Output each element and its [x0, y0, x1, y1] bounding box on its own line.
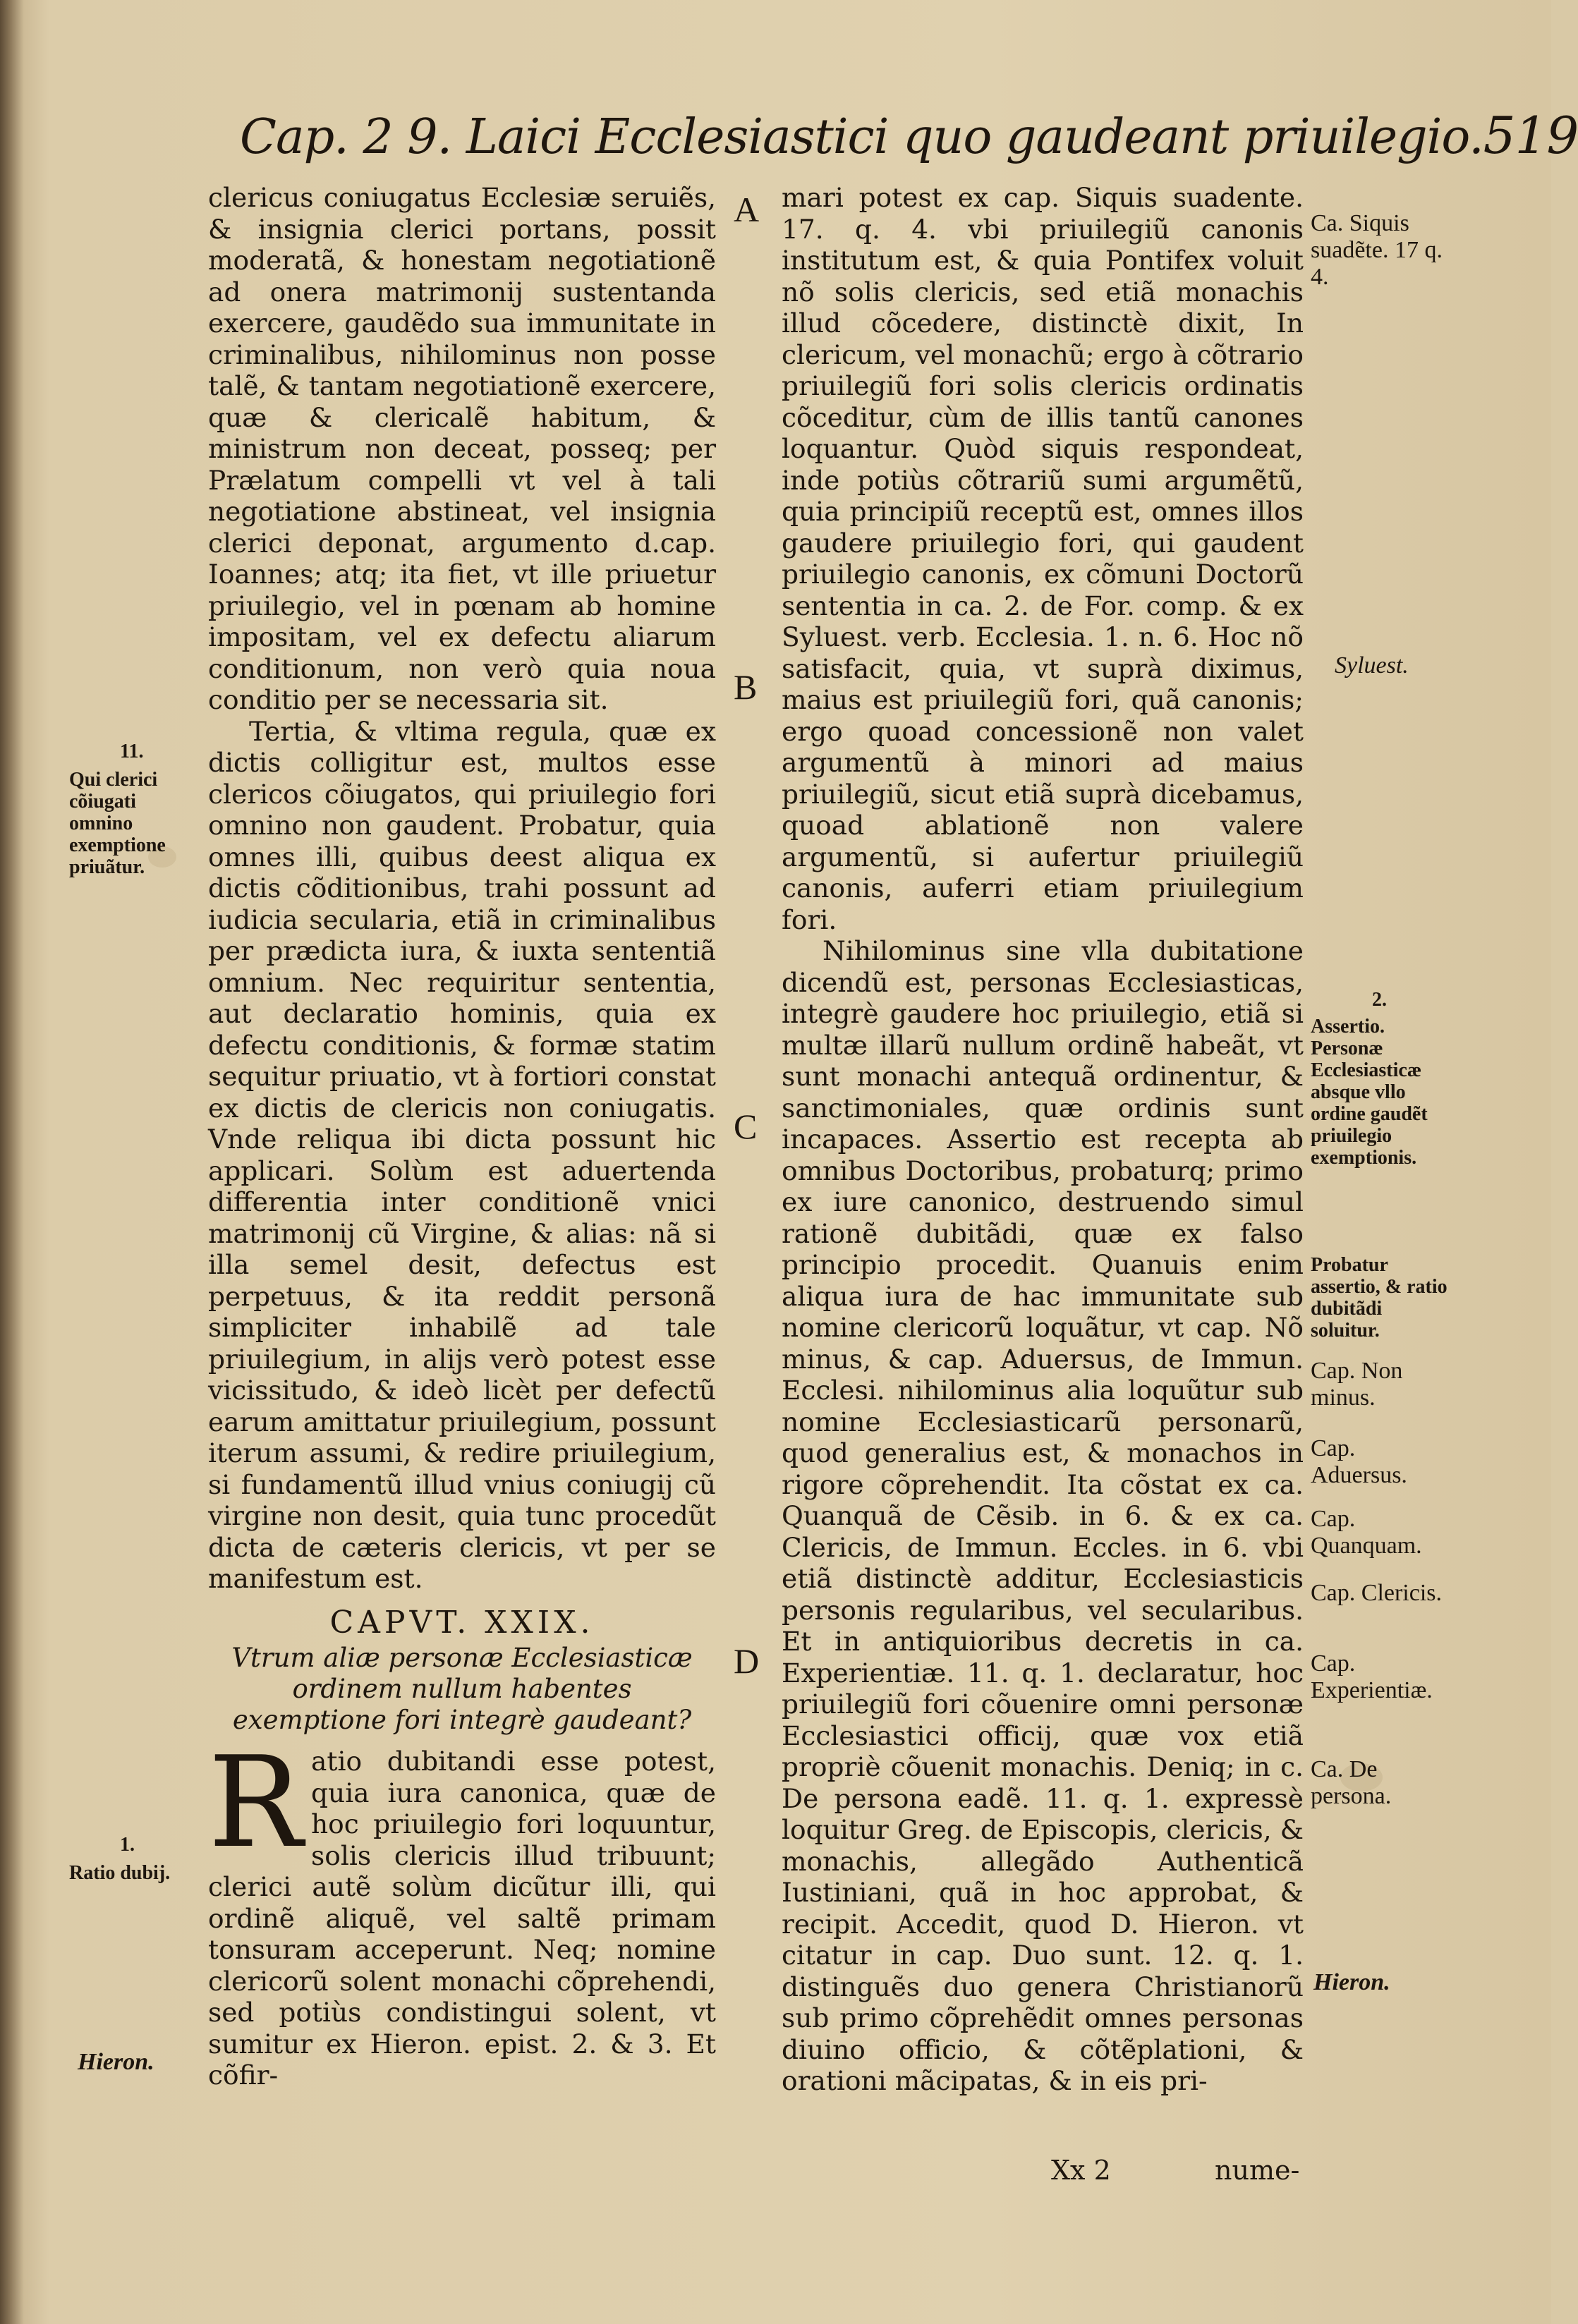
- chapter-heading: CAPVT. XXIX.: [329, 1604, 595, 1641]
- signature-mark: Xx 2: [1051, 2155, 1111, 2186]
- section-letter-b: B: [734, 667, 758, 707]
- margin-note: Qui clerici cõiugati omnino exemptione priuãtur.: [69, 769, 166, 878]
- margin-note: Ratio dubij.: [69, 1862, 171, 1884]
- margin-note-number: 11.: [120, 741, 144, 762]
- right-column: [782, 182, 1304, 2097]
- margin-note: Cap. Experientiæ.: [1311, 1650, 1433, 1703]
- chapter-question: Vtrum aliæ personæ Ecclesiasticæ ordinem nullum habentes exemptione fori integrè gaudeant?: [231, 1643, 693, 1735]
- section-letter-d: D: [734, 1641, 760, 1681]
- paragraph-text: atio dubitandi esse potest, quia iura canonica, quæ de hoc priuilegio fori loquuntur, solis clericis illud tribuunt; clerici autẽ solùm dicũtur illi, qui ordinẽ aliquẽ, vel saltẽ primam tonsuram acceperunt. Neq; nomine clericorũ solent monachi cõprehendi, sed potiùs condistingui solent, vt sumitur ex Hieron. epist. 2. & 3. Et cõfir-: [208, 1746, 716, 2091]
- margin-note: Syluest.: [1335, 652, 1409, 679]
- margin-note: Assertio. Personæ Ecclesiasticæ absque vllo ordine gaudẽt priuilegio exemptionis.: [1311, 1016, 1428, 1169]
- section-letter-a: A: [734, 190, 760, 229]
- margin-note: Cap. Clericis.: [1311, 1580, 1443, 1606]
- paragraph: Tertia, & vltima regula, quæ ex dictis colligitur est, multos esse clericos cõiugatos, qui priuilegio fori omnino non gaudent. Probatur, quia omnes illi, quibus deest aliqua ex dictis cõditionibus, trahi possunt ad iudicia secularia, etiã in criminalibus per prædicta iura, & iuxta sententiã omnium. Nec requiritur sententia, aut declaratio hominis, quia ex defectu conditionis, & formæ statim sequitur priuatio, vt à fortiori constat ex dictis de clericis non coniugatis. Vnde reliqua ibi dicta possunt hic applicari. Solùm est aduertenda differentia inter conditionẽ vnici matrimonij cũ Virgine, & alias: nã si illa semel desit, defectus est perpetuus, & ita reddit personã simpliciter inhabilẽ ad tale priuilegium, in alijs verò potest esse vicissitudo, & ideò licèt per defectũ earum amittatur priuilegium, possunt iterum assumi, & redire priuilegium, si fundamentũ illud vnius coniugij cũ virgine non desit, quia tunc procedũt dicta de cæteris clericis, vt per se manifestum est.: [208, 715, 716, 1594]
- margin-note: Ca. Siquis suadẽte. 17 q. 4.: [1311, 210, 1443, 290]
- catchword: nume-: [1215, 2155, 1300, 2186]
- margin-note: Ca. De persona.: [1311, 1756, 1392, 1809]
- margin-note: Probatur assertio, & ratio dubitãdi soluitur.: [1311, 1254, 1447, 1342]
- header-title: Cap. 2 9. Laici Ecclesiastici quo gaudeant priuilegio.: [240, 109, 1483, 165]
- paragraph: clericus coniugatus Ecclesiæ seruiẽs, & insignia clerici portans, possit moderatã, & honestam negotiationẽ ad onera matrimonij sustentanda exercere, gaudẽdo sua immunitate in criminalibus, nihilominus non posse talẽ, & tantam negotiationẽ exercere, quæ & clericalẽ habitum, & ministrum non deceat, posseq; per Prælatum compelli vt vel à tali negotiatione abstineat, vel insignia clerici deponat, argumento d.cap. Ioannes; atq; ita fiet, vt ille priuetur priuilegio, vel in pœnam ab homine impositam, vel ex defectu aliarum conditionum, non verò quia noua conditio per se necessaria sit.: [208, 182, 716, 715]
- margin-note: Hieron.: [78, 2049, 154, 2075]
- left-column: [208, 182, 716, 2091]
- paragraph: [208, 1729, 716, 2091]
- margin-note: Cap. Quanquam.: [1311, 1506, 1422, 1559]
- running-header: [240, 106, 1578, 176]
- margin-note-number: 2.: [1372, 989, 1387, 1011]
- margin-note: Cap. Aduersus.: [1311, 1435, 1407, 1488]
- page-number: 519: [1483, 106, 1578, 165]
- section-letter-c: C: [734, 1107, 758, 1146]
- drop-cap: R: [208, 1729, 303, 1875]
- paragraph: mari potest ex cap. Siquis suadente. 17. q. 4. vbi priuilegiũ canonis institutum est, & quia Pontifex voluit nõ solis clericis, sed etiã monachis illud cõcedere, distinctè dixit, In clericum, vel monachũ; ergo à cõtrario priuilegiũ fori solis clericis ordinatis cõceditur, cùm de illis tantũ canones loquantur. Quòd siquis respondeat, inde potiùs cõtrariũ sumi argumẽtũ, quia principiũ receptũ est, omnes illos gaudere priuilegio fori, qui gaudent priuilegio canonis, ex cõmuni Doctorũ sententia in ca. 2. de For. comp. & ex Syluest. verb. Ecclesia. 1. n. 6. Hoc nõ satisfacit, quia, vt suprà diximus, maius est priuilegiũ fori, quã canonis; ergo quoad concessionẽ non valet argumentũ à minori ad maius priuilegiũ, sicut etiã suprà dicebamus, quoad ablationẽ non valere argumentũ, si aufertur priuilegiũ canonis, auferri etiam priuilegium fori.: [782, 182, 1304, 935]
- margin-note-number: 1.: [120, 1834, 135, 1856]
- margin-note: Hieron.: [1313, 1969, 1390, 1995]
- paragraph: Nihilominus sine vlla dubitatione dicendũ est, personas Ecclesiasticas, integrè gaudere hoc priuilegio, etiã si multæ illarũ nullum ordinẽ habeãt, vt sunt monachi antequã ordinentur, & sanctimoniales, quæ ordinis sunt incapaces. Assertio est recepta ab omnibus Doctoribus, probaturq; primo ex iure canonico, destruendo simul rationẽ dubitãdi, quæ ex falso principio procedit. Quanuis enim aliqua iura de hac immunitate sub nomine clericorũ loquãtur, vt cap. Nõ minus, & cap. Aduersus, de Immun. Ecclesi. nihilominus alia loquũtur sub nomine Ecclesiasticarũ personarũ, quod generalius est, & monachos in rigore cõprehendit. Ita cõstat ex ca. Quanquã de Cẽsib. in 6. & ex ca. Clericis, de Immun. Eccles. in 6. vbi etiã distinctè additur, Ecclesiasticis personis regularibus, vel secularibus. Et in antiquioribus decretis in ca. Experientiæ. 11. q. 1. declaratur, hoc priuilegiũ fori cõuenire omni personæ Ecclesiastici officij, quæ vox etiã propriè cõuenit monachis. Deniq; in c. De persona eadẽ. 11. q. 1. expressè loquitur Greg. de Episcopis, clericis, & monachis, allegãdo Authenticã Iustiniani, quã in hoc approbat, & recipit. Accedit, quod D. Hieron. vt citatur in cap. Duo sunt. 12. q. 1. distinguẽs duo genera Christianorũ sub primo cõprehẽdit omnes personas diuino officio, & cõtẽplationi, & orationi mãcipatas, & in eis pri-: [782, 935, 1304, 2096]
- margin-note: Cap. Non minus.: [1311, 1358, 1403, 1411]
